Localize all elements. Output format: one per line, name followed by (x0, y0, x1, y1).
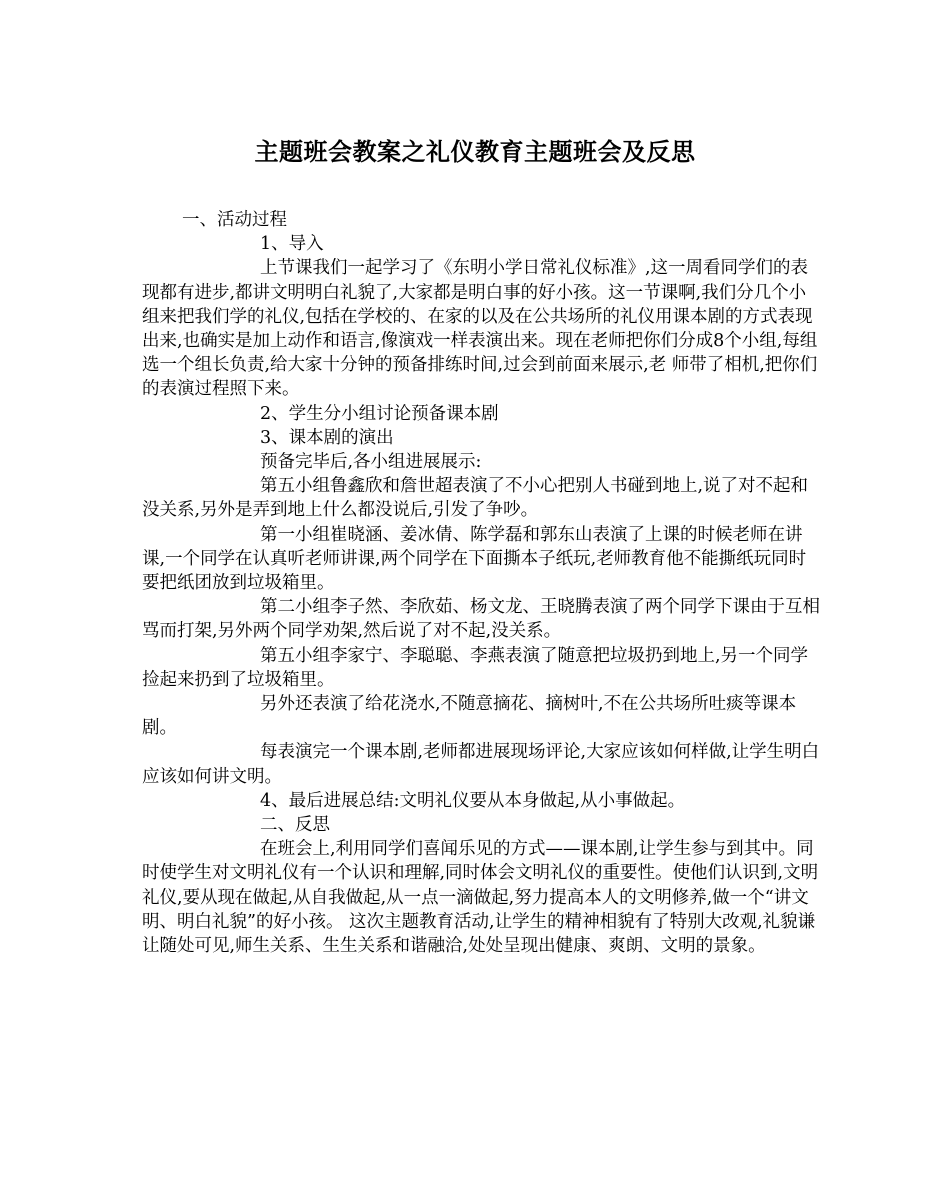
paragraph-performance-intro: 预备完毕后,各小组进展展示: (260, 452, 482, 473)
paragraph-other-performances: 另外还表演了给花浇水,不随意摘花、摘树叶,不在公共场所吐痰等课本剧。 (142, 694, 797, 739)
section-heading-activity-process: 一、活动过程 (182, 210, 287, 230)
document-body (142, 208, 820, 958)
paragraph-reflection: 在班会上,利用同学们喜闻乐见的方式——课本剧,让学生参与到其中。同时使学生对文明礼仪有一个认识和理解,同时体会文明礼仪的重要性。使他们认识到,文明礼仪,要从现在做起,从自我做起,从一点一滴做起,努力提高本人的文明修养,做一个“讲文明、明白礼貌”的好小孩。 这次主题教育活动,让学生的精神相貌有了特别大改观,礼貌谦让随处可见,师生关系、生生关系和谐融洽,处处呈现出健康、爽朗、文明的景象。 (142, 839, 819, 957)
paragraph-group-two: 第二小组李子然、李欣茹、杨文龙、王晓腾表演了两个同学下课由于互相骂而打架,另外两个同学劝架,然后说了对不起,没关系。 (142, 597, 820, 642)
paragraph-group-five-b: 第五小组李家宁、李聪聪、李燕表演了随意把垃圾扔到地上,另一个同学捡起来扔到了垃圾箱里。 (142, 645, 809, 690)
step-heading-performance: 3、课本剧的演出 (260, 427, 394, 448)
step-heading-group-discussion: 2、学生分小组讨论预备课本剧 (260, 403, 499, 424)
section-heading-reflection: 二、反思 (260, 815, 330, 836)
paragraph-group-one: 第一小组崔晓涵、姜冰倩、陈学磊和郭东山表演了上课的时候老师在讲课,一个同学在认真听老师讲课,两个同学在下面撕本子纸玩,老师教育他不能撕纸玩同时要把纸团放到垃圾箱里。 (142, 524, 807, 594)
step-heading-summary: 4、最后进展总结:文明礼仪要从本身做起,从小事做起。 (260, 790, 686, 811)
step-heading-introduction: 1、导入 (260, 234, 324, 255)
paragraph-group-five-a: 第五小组鲁鑫欣和詹世超表演了不小心把别人书碰到地上,说了对不起和没关系,另外是弄到地上什么都没说后,引发了争吵。 (142, 476, 809, 521)
paragraph-introduction: 上节课我们一起学习了《东明小学日常礼仪标准》,这一周看同学们的表现都有进步,都讲文明明白礼貌了,大家都是明白事的好小孩。这一节课啊,我们分几个小组来把我们学的礼仪,包括在学校的、在家的以及在公共场所的礼仪用课本剧的方式表现出来,也确实是加上动作和语言,像演戏一样表演出来。现在老师把你们分成8个小组,每组选一个组长负责,给大家十分钟的预备排练时间,过会到前面来展示,老 师带了相机,把你们的表演过程照下来。 (142, 258, 818, 400)
document-title: 主题班会教案之礼仪教育主题班会及反思 (254, 137, 696, 166)
paragraph-teacher-comments: 每表演完一个课本剧,老师都进展现场评论,大家应该如何样做,让学生明白应该如何讲文明。 (142, 742, 820, 787)
